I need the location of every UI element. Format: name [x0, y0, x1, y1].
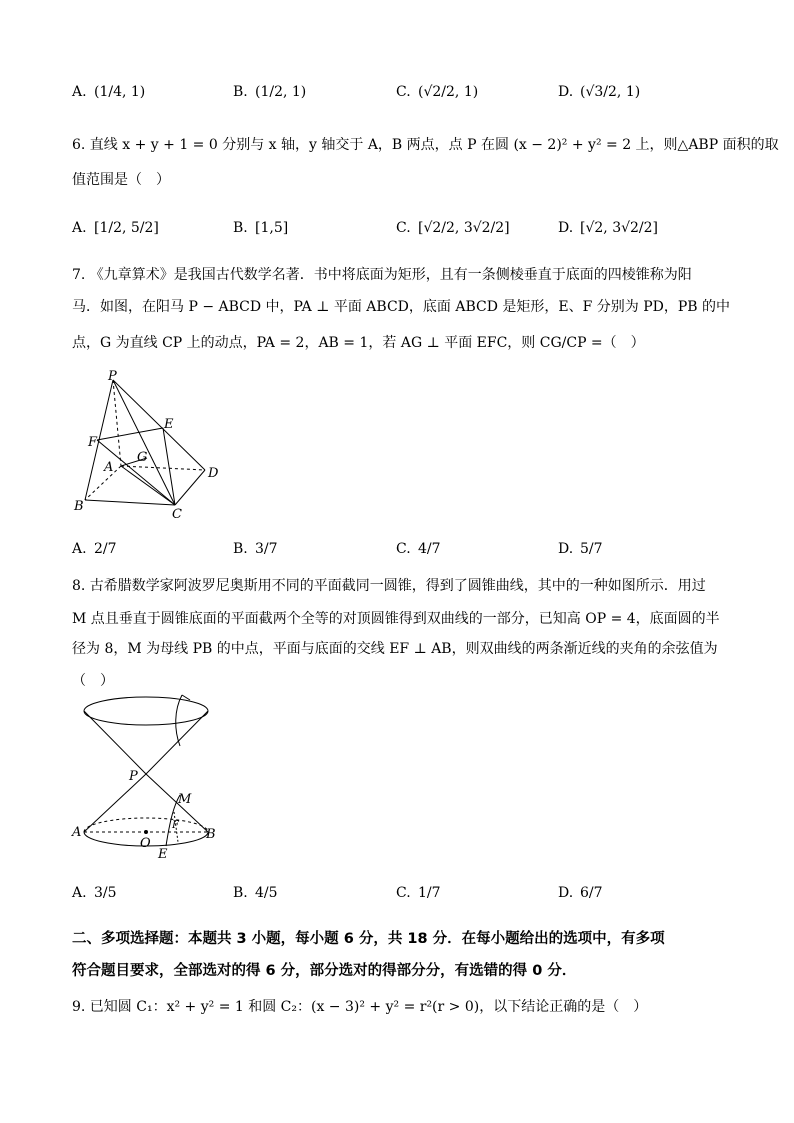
q8-label-f: F [172, 820, 179, 831]
option-value: (√3/2, 1) [580, 84, 641, 100]
q7-stem-line1: 7. 《九章算术》是我国古代数学名著．书中将底面为矩形，且有一条侧棱垂直于底面的四棱锥称为阳 [72, 267, 692, 283]
q8-stem-line1: 8. 古希腊数学家阿波罗尼奥斯用不同的平面截同一圆锥，得到了圆锥曲线，其中的一种如图所示．用过 [72, 578, 706, 594]
q8-label-e: E [158, 847, 168, 862]
q8-label-a: A [72, 825, 82, 840]
option-label: B. [233, 220, 248, 236]
option-value: 5/7 [580, 541, 603, 557]
section2-heading-line1: 二、多项选择题：本题共 3 小题，每小题 6 分，共 18 分．在每小题给出的选项中，有多项 [72, 931, 665, 947]
q8-label-m: M [178, 792, 192, 807]
option-value: 4/7 [418, 541, 441, 557]
option-value: [√2/2, 3√2/2] [418, 220, 510, 236]
option-label: B. [233, 541, 248, 557]
option-label: C. [396, 84, 411, 100]
option-label: C. [396, 220, 411, 236]
q7-stem-line3: 点，G 为直线 CP 上的动点，PA = 2，AB = 1，若 AG ⊥ 平面 EFC，则 CG/CP =（ ） [72, 335, 645, 351]
q7-label-g: G [137, 450, 148, 465]
option-label: D. [558, 541, 574, 557]
q7-pyramid-figure [68, 368, 238, 520]
q7-label-f: F [88, 435, 98, 450]
option-label: B. [233, 885, 248, 901]
q8-cone-figure [68, 690, 228, 865]
option-label: C. [396, 541, 411, 557]
option-value: 3/7 [255, 541, 278, 557]
q7-label-b: B [74, 499, 84, 514]
q7-label-a: A [104, 460, 114, 475]
option-label: B. [233, 84, 248, 100]
option-value: (√2/2, 1) [418, 84, 479, 100]
q8-stem-line3: 径为 8，M 为母线 PB 的中点，平面与底面的交线 EF ⊥ AB，则双曲线的两条渐近线的夹角的余弦值为 [72, 641, 718, 657]
option-value: 3/5 [94, 885, 117, 901]
option-value: [1,5] [255, 220, 289, 236]
q8-label-o: O [140, 836, 151, 851]
option-label: A. [72, 541, 87, 557]
q7-label-e: E [164, 417, 174, 432]
option-label: D. [558, 885, 574, 901]
q6-stem-line2: 值范围是（ ） [72, 172, 170, 188]
q9-stem-line1: 9. 已知圆 C₁：x² + y² = 1 和圆 C₂：(x − 3)² + y² = r²(r > 0)，以下结论正确的是（ ） [72, 999, 648, 1015]
q6-stem-line1: 6. 直线 x + y + 1 = 0 分别与 x 轴，y 轴交于 A，B 两点，点 P 在圆 (x − 2)² + y² = 2 上，则△ABP 面积的取 [72, 137, 779, 153]
option-value: (1/4, 1) [94, 84, 146, 100]
q8-stem-line2: M 点且垂直于圆锥底面的平面截两个全等的对顶圆锥得到双曲线的一部分，已知高 OP = 4，底面圆的半 [72, 611, 720, 627]
q8-label-p: P [129, 769, 138, 784]
q8-label-b: B [206, 827, 216, 842]
q7-label-p: P [108, 369, 117, 384]
option-label: A. [72, 84, 87, 100]
option-label: D. [558, 220, 574, 236]
option-label: A. [72, 885, 87, 901]
option-value: [√2, 3√2/2] [580, 220, 659, 236]
q7-stem-line2: 马．如图，在阳马 P − ABCD 中，PA ⊥ 平面 ABCD，底面 ABCD 是矩形，E、F 分别为 PD，PB 的中 [72, 299, 731, 315]
option-value: 1/7 [418, 885, 441, 901]
option-value: (1/2, 1) [255, 84, 307, 100]
q7-label-c: C [172, 507, 182, 520]
option-value: 6/7 [580, 885, 603, 901]
option-label: A. [72, 220, 87, 236]
section2-heading-line2: 符合题目要求，全部选对的得 6 分，部分选对的得部分分，有选错的得 0 分． [72, 963, 577, 979]
q8-stem-line4: （ ） [72, 673, 114, 689]
option-label: C. [396, 885, 411, 901]
option-value: 4/5 [255, 885, 278, 901]
q7-label-d: D [208, 466, 219, 481]
option-value: 2/7 [94, 541, 117, 557]
option-label: D. [558, 84, 574, 100]
option-value: [1/2, 5/2] [94, 220, 159, 236]
